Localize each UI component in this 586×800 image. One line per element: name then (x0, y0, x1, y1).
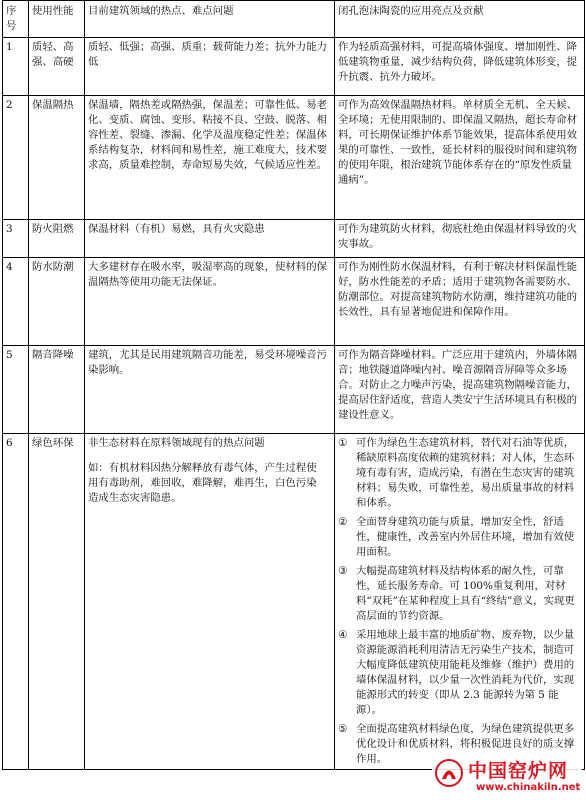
cell-contribution-list (335, 434, 585, 770)
cell-performance: 防火阻燃 (29, 220, 85, 258)
watermark-url: www.chinakiln.net (476, 782, 581, 793)
cell-contribution: 可作为建筑防火材料，彻底杜绝由保温材料导致的火灾事故。 (335, 220, 585, 258)
item-number: ⑤ (338, 723, 348, 735)
cell-problems: 质轻、低强；高强、质重；载荷能力差；抗外力能力低 (85, 38, 335, 96)
table-row (3, 258, 585, 346)
cell-no: 5 (3, 346, 29, 434)
cell-performance: 保温隔热 (29, 96, 85, 220)
list-item (338, 628, 581, 718)
cell-performance: 隔音降噪 (29, 346, 85, 434)
item-number: ① (338, 437, 348, 449)
comparison-table (2, 0, 585, 770)
item-text: 大幅提高建筑材料及结构体系的耐久性，可靠性，延长服务寿命。可 100%重复利用，对材料“双耗”在某种程度上具有“终结”意义，实现更高层面的节约资源。 (356, 565, 575, 622)
table-row (3, 38, 585, 96)
cell-no: 6 (3, 434, 29, 770)
item-number: ④ (338, 629, 348, 641)
header-contribution: 闭孔泡沫陶瓷的应用亮点及贡献 (335, 1, 585, 38)
cell-performance: 质轻、高强、高硬 (29, 38, 85, 96)
cell-problems (85, 434, 335, 770)
site-watermark (432, 754, 582, 798)
table-header-row (3, 1, 585, 38)
cell-contribution: 可作为高效保温隔热材料。单材质全无机、全天候、全环境；无使用限制的、即保温又隔热，超长寿命材料，可长期保证维护体系节能效果，提高体系使用效果的可靠性、一致性，延长材料的服役时间和建筑物的使用年限，根治建筑节能体系存在的“原发性质量通病”。 (335, 96, 585, 220)
cell-no: 3 (3, 220, 29, 258)
header-problems: 目前建筑领域的热点、难点问题 (85, 1, 335, 38)
item-text: 可作为绿色生态建筑材料，替代对石油等优质，稀缺原料高度依赖的建筑材料；对人体，生态环境有毒有害，造成污染，有潜在生态灾害的建筑材料；易失败，可靠性差，易出质量事故的材料和体系。 (356, 437, 575, 509)
cell-performance: 防水防潮 (29, 258, 85, 346)
cell-contribution: 可作为刚性防水保温材料，有利于解决材料保温性能好，防水性能差的矛盾；适用于建筑物各需要防水、防潮部位。对提高建筑物防水防潮，维持建筑功能的长效性，具有显著地促进和保障作用。 (335, 258, 585, 346)
list-item (338, 436, 581, 511)
item-number: ③ (338, 565, 348, 577)
cell-contribution: 作为轻质高强材料，可提高墙体强度、增加刚性、降低建筑物重量，减少结构负荷，降低建筑体形变，提升抗震、抗外力破坏。 (335, 38, 585, 96)
header-no: 序号 (3, 1, 29, 38)
table-row (3, 96, 585, 220)
cell-contribution: 可作为隔音降噪材料。广泛应用于建筑内，外墙体隔音；地铁隧道降噪内衬、噪音源隔音屏障等众多场合。对防止之力噪声污染，提高建筑物隔噪音能力，提高居住舒适度，营造人类安宁生活环境具有积极的建设性意义。 (335, 346, 585, 434)
table-row (3, 346, 585, 434)
item-text: 全面提高建筑材料绿色度，为绿色建筑提供更多优化设计和优质材料，将积极促进良好的质支撑作用。 (356, 723, 575, 765)
cell-problems: 建筑，尤其是民用建筑隔音功能差，易受环境噪音污染影响。 (85, 346, 335, 434)
cell-performance: 绿色环保 (29, 434, 85, 770)
cell-no: 4 (3, 258, 29, 346)
list-item (338, 515, 581, 560)
header-performance: 使用性能 (29, 1, 85, 38)
cell-problems: 保温墙，隔热差或隔热强，保温差；可靠性低、易老化、变质、腐蚀、变形、粘接不良、空鼓、脱落、相容性差、裂缝、渗漏、化学及温度稳定性差；保温体系结构复杂，材料间和易性差，施工难度大，技术要求高，质量难控制，寿命短易失效，气候适应性差。 (85, 96, 335, 220)
cell-no: 2 (3, 96, 29, 220)
cell-problems: 保温材料（有机）易燃，具有火灾隐患 (85, 220, 335, 258)
problems-example: 如：有机材料因热分解释放有毒气体，产生过程使用有毒助剂，难回收，难降解，难再生，白色污染造成生态灾害隐患。 (88, 462, 317, 504)
watermark-site-name: 中国窑炉网 (468, 760, 569, 782)
table-row (3, 434, 585, 770)
kiln-logo-icon (434, 758, 464, 788)
item-text: 采用地球上最丰富的地质矿物、废弃物，以少量资源能源消耗利用清洁无污染生产技术，制造可大幅度降低建筑使用能耗及维修（维护）费用的墙体保温材料，以少量一次性消耗为代价，实现能源形式的转变（即从 2.3 能源转为第 5 能源）。 (356, 629, 575, 716)
item-text: 全面替身建筑功能与质量，增加安全性，舒适性，健康性，改善室内外居住环境，增加有效使用面积。 (356, 516, 575, 558)
item-number: ② (338, 516, 348, 528)
cell-problems: 大多建材存在吸水率，吸湿率高的现象，使材料的保温隔热等使用功能无法保证。 (85, 258, 335, 346)
table-row (3, 220, 585, 258)
list-item (338, 564, 581, 624)
cell-no: 1 (3, 38, 29, 96)
problems-main: 非生态材料在原料领域现有的热点问题 (88, 437, 265, 449)
